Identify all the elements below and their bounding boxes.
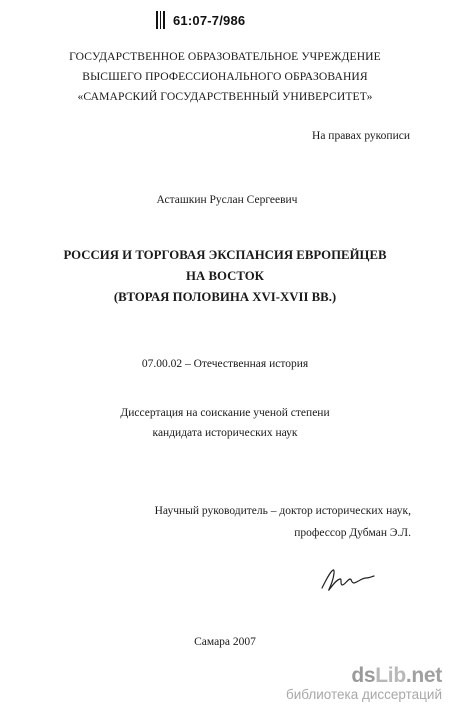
institution-header <box>0 47 450 107</box>
title-line: РОССИЯ И ТОРГОВАЯ ЭКСПАНСИЯ ЕВРОПЕЙЦЕВ <box>63 248 387 262</box>
specialty-code: 07.00.02 – Отечественная история <box>141 358 309 370</box>
city-year: Самара 2007 <box>194 636 256 648</box>
institution-line: «САМАРСКИЙ ГОСУДАРСТВЕННЫЙ УНИВЕРСИТЕТ» <box>77 90 373 103</box>
supervisor-line: Научный руководитель – доктор исторических наук, <box>154 505 411 517</box>
logo-lib: Lib <box>375 664 406 687</box>
watermark-tagline: библиотека диссертаций <box>285 687 442 702</box>
watermark-logo <box>286 666 442 686</box>
degree-line: кандидата исторических наук <box>152 427 298 439</box>
stamp-code: 61:07-7/986 <box>173 12 246 28</box>
author-name: Асташкин Руслан Сергеевич <box>156 194 298 206</box>
degree-statement <box>0 403 450 443</box>
signature-icon <box>318 566 378 594</box>
logo-ds: ds <box>351 664 376 687</box>
logo-net: .net <box>405 664 442 687</box>
rights-note: На правах рукописи <box>312 130 410 142</box>
title-line: (ВТОРАЯ ПОЛОВИНА XVI-XVII ВВ.) <box>113 290 337 304</box>
dslib-watermark <box>286 666 442 703</box>
archive-stamp <box>156 10 245 30</box>
supervisor-line: профессор Дубман Э.Л. <box>294 527 411 539</box>
institution-line: ВЫСШЕГО ПРОФЕССИОНАЛЬНОГО ОБРАЗОВАНИЯ <box>82 70 368 83</box>
dissertation-title <box>0 245 450 308</box>
institution-line: ГОСУДАРСТВЕННОЕ ОБРАЗОВАТЕЛЬНОЕ УЧРЕЖДЕНИЕ <box>69 50 381 63</box>
barcode-icon <box>156 11 167 29</box>
title-line: НА ВОСТОК <box>186 269 264 283</box>
supervisor-block <box>155 500 411 544</box>
degree-line: Диссертация на соискание ученой степени <box>120 407 330 419</box>
